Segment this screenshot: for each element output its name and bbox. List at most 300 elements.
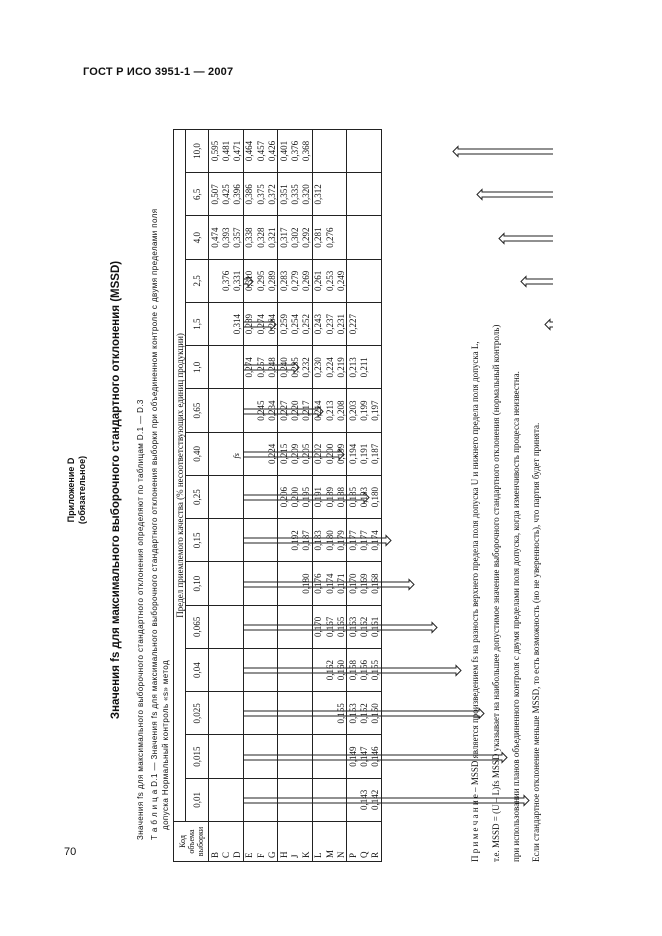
table-cell bbox=[290, 605, 301, 648]
table-cell bbox=[347, 173, 359, 216]
table-cell bbox=[243, 519, 255, 562]
table-cell: 0,183 bbox=[312, 519, 324, 562]
row-code: E bbox=[243, 822, 255, 862]
table-cell bbox=[209, 778, 221, 821]
appendix-status: (обязательное) bbox=[77, 455, 87, 525]
table-cell bbox=[324, 129, 335, 172]
table-cell bbox=[220, 649, 231, 692]
table-cell bbox=[220, 735, 231, 778]
table-cell bbox=[370, 129, 382, 172]
table-cell bbox=[312, 129, 324, 172]
code-header: Код объема выборки bbox=[174, 822, 209, 862]
table-cell: 0,213 bbox=[324, 389, 335, 432]
table-cell bbox=[370, 259, 382, 302]
table-cell: 0,189 bbox=[324, 476, 335, 519]
table-cell: 0,471 bbox=[232, 129, 244, 172]
table-cell: 0,264 bbox=[266, 303, 278, 346]
table-cell: 0,179 bbox=[335, 519, 347, 562]
table-cell: 0,156 bbox=[359, 649, 370, 692]
table-cell bbox=[209, 259, 221, 302]
table-cell bbox=[243, 605, 255, 648]
table-cell bbox=[220, 432, 231, 475]
aql-value-header: 0,40 bbox=[186, 432, 209, 475]
table-cell: 0,211 bbox=[359, 346, 370, 389]
table-cell: 0,321 bbox=[266, 216, 278, 259]
table-cell bbox=[290, 692, 301, 735]
table-cell bbox=[301, 692, 313, 735]
aql-value-header: 2,5 bbox=[186, 259, 209, 302]
table-cell bbox=[324, 692, 335, 735]
table-cell: 0,312 bbox=[312, 173, 324, 216]
aql-value-header: 0,015 bbox=[186, 735, 209, 778]
table-cell bbox=[209, 303, 221, 346]
table-cell: 0,170 bbox=[312, 605, 324, 648]
table-cell bbox=[220, 519, 231, 562]
table-cell: 0,595 bbox=[209, 129, 221, 172]
table-cell: 0,155 bbox=[335, 692, 347, 735]
table-cell: 0,357 bbox=[232, 216, 244, 259]
table-cell: 0,328 bbox=[255, 216, 266, 259]
table-cell: 0,259 bbox=[278, 303, 290, 346]
table-cell bbox=[209, 346, 221, 389]
table-cell bbox=[335, 778, 347, 821]
note-line-3: при использовании планов объединенного контроля с двумя пределами поля допуска, когда изменчивость процесса неизвестна. bbox=[511, 371, 521, 862]
table-cell: 0,147 bbox=[359, 735, 370, 778]
table-cell: 0,257 bbox=[255, 346, 266, 389]
table-cell bbox=[312, 692, 324, 735]
table-cell bbox=[232, 476, 244, 519]
table-cell: 0,143 bbox=[359, 778, 370, 821]
table-cell bbox=[232, 735, 244, 778]
table-cell: 0,283 bbox=[278, 259, 290, 302]
table-cell: 0,335 bbox=[290, 173, 301, 216]
table-cell bbox=[290, 735, 301, 778]
table-row bbox=[301, 129, 313, 861]
aql-value-header: 10,0 bbox=[186, 129, 209, 172]
table-cell: 0,295 bbox=[255, 259, 266, 302]
table-cell bbox=[266, 778, 278, 821]
table-cell: 0,331 bbox=[232, 259, 244, 302]
table-cell bbox=[255, 649, 266, 692]
table-cell bbox=[278, 605, 290, 648]
table-cell: 0,375 bbox=[255, 173, 266, 216]
table-row bbox=[290, 129, 301, 861]
table-cell: 0,199 bbox=[359, 389, 370, 432]
row-code: L bbox=[312, 822, 324, 862]
table-cell: 0,249 bbox=[335, 259, 347, 302]
table-cell: 0,195 bbox=[301, 476, 313, 519]
table-cell: 0,234 bbox=[266, 389, 278, 432]
table-cell bbox=[347, 129, 359, 172]
fs-table bbox=[173, 129, 382, 862]
table-cell: 0,161 bbox=[370, 605, 382, 648]
up-arrow-icon bbox=[499, 234, 553, 244]
table-cell bbox=[359, 216, 370, 259]
table-cell bbox=[335, 735, 347, 778]
table-cell: 0,149 bbox=[347, 735, 359, 778]
table-cell bbox=[220, 389, 231, 432]
note-line-1: П р и м е ч а н и е – MSSD является произведением fs на разность верхнего предела поля допуска U и нижнего предела поля допуска L, bbox=[470, 341, 480, 862]
table-cell bbox=[232, 346, 244, 389]
table-cell bbox=[278, 519, 290, 562]
row-code: N bbox=[335, 822, 347, 862]
table-cell: 0,289 bbox=[243, 303, 255, 346]
table-cell: 0,214 bbox=[312, 389, 324, 432]
table-cell: 0,396 bbox=[232, 173, 244, 216]
page-number: 70 bbox=[64, 846, 77, 858]
aql-value-header: 4,0 bbox=[186, 216, 209, 259]
table-cell bbox=[232, 432, 244, 475]
table-cell: 0,217 bbox=[301, 389, 313, 432]
aql-value-header: 0,04 bbox=[186, 649, 209, 692]
row-code: C bbox=[220, 822, 231, 862]
table-cell: 0,237 bbox=[324, 303, 335, 346]
aql-value-header: 0,10 bbox=[186, 562, 209, 605]
table-cell: 0,177 bbox=[347, 519, 359, 562]
table-cell bbox=[232, 692, 244, 735]
table-cell: 0,165 bbox=[335, 605, 347, 648]
table-cell bbox=[232, 562, 244, 605]
table-cell bbox=[278, 735, 290, 778]
table-row bbox=[324, 129, 335, 861]
table-cell bbox=[255, 778, 266, 821]
table-cell: 0,274 bbox=[243, 346, 255, 389]
table-row bbox=[335, 129, 347, 861]
aql-value-header: 0,065 bbox=[186, 605, 209, 648]
table-cell bbox=[278, 692, 290, 735]
table-cell: 0,276 bbox=[324, 216, 335, 259]
table-cell: 0,253 bbox=[324, 259, 335, 302]
table-cell bbox=[232, 649, 244, 692]
table-cell bbox=[312, 649, 324, 692]
table-cell: 0,227 bbox=[278, 389, 290, 432]
aql-value-header: 0,65 bbox=[186, 389, 209, 432]
table-cell: 0,232 bbox=[301, 346, 313, 389]
table-cell bbox=[359, 259, 370, 302]
table-cell: 0,174 bbox=[370, 519, 382, 562]
table-cell: 0,292 bbox=[301, 216, 313, 259]
up-arrow-icon bbox=[453, 147, 553, 157]
table-cell: 0,185 bbox=[347, 476, 359, 519]
table-cell: 0,192 bbox=[290, 519, 301, 562]
table-cell bbox=[278, 562, 290, 605]
table-cell: 0,227 bbox=[347, 303, 359, 346]
row-code: G bbox=[266, 822, 278, 862]
table-cell bbox=[290, 649, 301, 692]
table-cell: 0,224 bbox=[324, 346, 335, 389]
table-cell bbox=[243, 432, 255, 475]
table-cell: 0,160 bbox=[335, 649, 347, 692]
table-cell: 0,376 bbox=[220, 259, 231, 302]
table-cell: 0,386 bbox=[243, 173, 255, 216]
row-code: B bbox=[209, 822, 221, 862]
table-cell: 0,224 bbox=[266, 432, 278, 475]
section-title: Значения fs для максимального выборочного стандартного отклонения (MSSD) bbox=[110, 260, 122, 720]
table-cell: 0,372 bbox=[266, 173, 278, 216]
table-row bbox=[243, 129, 255, 861]
table-cell: 0,187 bbox=[370, 432, 382, 475]
table-cell bbox=[266, 735, 278, 778]
table-cell: 0,351 bbox=[278, 173, 290, 216]
table-cell: 0,281 bbox=[312, 216, 324, 259]
note-line-2: т.е. MSSD = (U – L)fs MSSD указывает на наибольшее допустимое значение выборочного стандартного отклонения (нормальный контроль) bbox=[491, 324, 501, 862]
note-line-4: Если стандартное отклонение меньше MSSD, то есть возможность (но не уверенность), что партия будет принята. bbox=[531, 422, 541, 862]
table-cell bbox=[209, 735, 221, 778]
table-cell bbox=[255, 692, 266, 735]
table-caption: Т а б л и ц а D.1 — Значения fs для максимального выборочного стандартного отклонения выборки при объединенном контроле с двумя пределами поля bbox=[150, 208, 159, 840]
table-caption-cont: допуска Нормальный контроль «s» метод bbox=[161, 659, 170, 830]
table-cell: 0,274 bbox=[255, 303, 266, 346]
table-cell: 0,153 bbox=[347, 692, 359, 735]
table-cell: 0,146 bbox=[370, 735, 382, 778]
table-cell: 0,191 bbox=[312, 476, 324, 519]
table-cell bbox=[243, 562, 255, 605]
aql-value-header: 0,15 bbox=[186, 519, 209, 562]
table-cell: 0,368 bbox=[301, 129, 313, 172]
table-cell: 0,507 bbox=[209, 173, 221, 216]
table-cell: 0,320 bbox=[301, 173, 313, 216]
table-cell bbox=[370, 216, 382, 259]
table-cell: 0,235 bbox=[290, 346, 301, 389]
table-cell bbox=[324, 735, 335, 778]
table-cell: 0,426 bbox=[266, 129, 278, 172]
row-code: H bbox=[278, 822, 290, 862]
table-cell bbox=[220, 562, 231, 605]
table-cell: 0,209 bbox=[290, 432, 301, 475]
rotated-page-content bbox=[60, 110, 600, 870]
table-cell: 0,176 bbox=[312, 562, 324, 605]
table-cell bbox=[266, 519, 278, 562]
table-cell: 0,202 bbox=[312, 432, 324, 475]
table-cell bbox=[220, 778, 231, 821]
table-cell bbox=[359, 303, 370, 346]
table-cell: 0,155 bbox=[370, 649, 382, 692]
table-cell: 0,162 bbox=[324, 649, 335, 692]
table-cell bbox=[209, 562, 221, 605]
table-cell: 0,200 bbox=[290, 476, 301, 519]
table-cell: 0,230 bbox=[312, 346, 324, 389]
table-row bbox=[347, 129, 359, 861]
table-cell bbox=[255, 519, 266, 562]
table-cell: 0,289 bbox=[266, 259, 278, 302]
table-row bbox=[359, 129, 370, 861]
table-cell: 0,152 bbox=[359, 692, 370, 735]
table-cell bbox=[266, 476, 278, 519]
table-cell: 0,215 bbox=[278, 432, 290, 475]
table-cell bbox=[324, 173, 335, 216]
table-cell: 0,474 bbox=[209, 216, 221, 259]
table-cell: 0,150 bbox=[370, 692, 382, 735]
table-row bbox=[232, 129, 244, 861]
table-cell: 0,205 bbox=[301, 432, 313, 475]
table-cell: 0,180 bbox=[370, 476, 382, 519]
table-cell: 0,142 bbox=[370, 778, 382, 821]
table-cell: 0,170 bbox=[347, 562, 359, 605]
table-cell: 0,200 bbox=[324, 432, 335, 475]
table-cell: 0,338 bbox=[243, 216, 255, 259]
table-cell bbox=[243, 389, 255, 432]
table-cell bbox=[255, 432, 266, 475]
table-cell: 0,314 bbox=[232, 303, 244, 346]
table-cell: 0,245 bbox=[255, 389, 266, 432]
table-cell bbox=[232, 778, 244, 821]
up-arrow-icon bbox=[521, 277, 553, 287]
table-cell: 0,252 bbox=[301, 303, 313, 346]
table-cell bbox=[324, 778, 335, 821]
table-cell bbox=[220, 303, 231, 346]
table-row bbox=[312, 129, 324, 861]
table-cell: 0,183 bbox=[359, 476, 370, 519]
table-cell bbox=[243, 649, 255, 692]
row-code: Q bbox=[359, 822, 370, 862]
table-cell bbox=[220, 605, 231, 648]
table-cell: 0,162 bbox=[359, 605, 370, 648]
table-cell bbox=[209, 519, 221, 562]
table-cell bbox=[370, 173, 382, 216]
table-cell: 0,169 bbox=[359, 562, 370, 605]
table-cell: 0,401 bbox=[278, 129, 290, 172]
table-cell bbox=[232, 519, 244, 562]
table-cell: 0,279 bbox=[290, 259, 301, 302]
aql-value-header: 1,5 bbox=[186, 303, 209, 346]
table-cell: 0,376 bbox=[290, 129, 301, 172]
table-cell bbox=[255, 476, 266, 519]
table-cell bbox=[278, 649, 290, 692]
row-code: F bbox=[255, 822, 266, 862]
table-cell: 0,188 bbox=[335, 476, 347, 519]
table-cell: 0,393 bbox=[220, 216, 231, 259]
table-cell bbox=[243, 735, 255, 778]
table-cell: 0,194 bbox=[347, 432, 359, 475]
table-row bbox=[266, 129, 278, 861]
table-row bbox=[220, 129, 231, 861]
table-cell bbox=[232, 605, 244, 648]
table-cell bbox=[370, 346, 382, 389]
aql-value-header: 0,025 bbox=[186, 692, 209, 735]
table-cell bbox=[209, 605, 221, 648]
table-cell: 0,248 bbox=[266, 346, 278, 389]
table-cell: 0,254 bbox=[290, 303, 301, 346]
table-cell: 0,425 bbox=[220, 173, 231, 216]
table-cell: 0,180 bbox=[301, 562, 313, 605]
table-row bbox=[209, 129, 221, 861]
aql-header: Предел приемлемого качества (% несоответствующих единиц продукции) bbox=[174, 129, 186, 821]
table-cell bbox=[347, 259, 359, 302]
row-code: P bbox=[347, 822, 359, 862]
table-cell bbox=[359, 129, 370, 172]
table-cell: 0,269 bbox=[301, 259, 313, 302]
up-arrow-icon bbox=[545, 320, 553, 330]
table-cell bbox=[301, 778, 313, 821]
table-cell: 0,231 bbox=[335, 303, 347, 346]
table-row bbox=[370, 129, 382, 861]
intro-text: Значения fs для максимального выборочного стандартного отклонения определяют по таблицам D.1 — D.3 bbox=[136, 399, 145, 840]
row-code: J bbox=[290, 822, 301, 862]
table-cell: 0,199 bbox=[335, 432, 347, 475]
table-cell bbox=[255, 605, 266, 648]
appendix-title: Приложение D bbox=[66, 457, 76, 523]
aql-value-header: 6,5 bbox=[186, 173, 209, 216]
table-cell bbox=[243, 692, 255, 735]
table-cell: 0,187 bbox=[301, 519, 313, 562]
table-cell bbox=[243, 476, 255, 519]
table-cell bbox=[243, 778, 255, 821]
table-cell bbox=[301, 735, 313, 778]
table-cell: 0,191 bbox=[359, 432, 370, 475]
table-cell bbox=[370, 303, 382, 346]
table-cell bbox=[209, 432, 221, 475]
table-cell: 0,243 bbox=[312, 303, 324, 346]
table-cell: 0,203 bbox=[347, 389, 359, 432]
up-arrow-icon bbox=[477, 190, 553, 200]
table-cell bbox=[266, 649, 278, 692]
table-cell: 0,317 bbox=[278, 216, 290, 259]
table-row bbox=[255, 129, 266, 861]
table-cell: 0,457 bbox=[255, 129, 266, 172]
table-cell bbox=[209, 692, 221, 735]
aql-value-header: 0,01 bbox=[186, 778, 209, 821]
table-cell: 0,220 bbox=[290, 389, 301, 432]
table-cell bbox=[335, 173, 347, 216]
row-code: R bbox=[370, 822, 382, 862]
table-cell bbox=[335, 129, 347, 172]
table-cell: 0,180 bbox=[324, 519, 335, 562]
table-cell bbox=[359, 173, 370, 216]
table-cell: 0,177 bbox=[359, 519, 370, 562]
table-cell bbox=[209, 389, 221, 432]
table-cell bbox=[290, 778, 301, 821]
table-cell bbox=[347, 778, 359, 821]
table-cell bbox=[220, 346, 231, 389]
table-cell bbox=[266, 562, 278, 605]
table-cell bbox=[220, 692, 231, 735]
aql-value-header: 0,25 bbox=[186, 476, 209, 519]
table-cell bbox=[312, 735, 324, 778]
table-cell: 0,206 bbox=[278, 476, 290, 519]
running-header: ГОСТ Р ИСО 3951-1 — 2007 bbox=[83, 66, 234, 78]
table-cell: 0,168 bbox=[370, 562, 382, 605]
table-cell bbox=[278, 778, 290, 821]
table-cell bbox=[232, 389, 244, 432]
table-cell bbox=[290, 562, 301, 605]
table-cell: 0,219 bbox=[335, 346, 347, 389]
row-code: K bbox=[301, 822, 313, 862]
table-cell bbox=[255, 562, 266, 605]
table-cell bbox=[209, 649, 221, 692]
table-cell bbox=[312, 778, 324, 821]
table-cell bbox=[209, 476, 221, 519]
table-cell: 0,171 bbox=[335, 562, 347, 605]
table-cell: 0,208 bbox=[335, 389, 347, 432]
table-cell: 0,464 bbox=[243, 129, 255, 172]
table-cell bbox=[266, 605, 278, 648]
table-cell bbox=[347, 216, 359, 259]
table-cell bbox=[255, 735, 266, 778]
table-cell: 0,158 bbox=[347, 649, 359, 692]
aql-value-header: 1,0 bbox=[186, 346, 209, 389]
table-cell bbox=[335, 216, 347, 259]
row-code: D bbox=[232, 822, 244, 862]
table-cell bbox=[301, 605, 313, 648]
table-cell: 0,481 bbox=[220, 129, 231, 172]
table-row bbox=[278, 129, 290, 861]
fs-label: fs bbox=[232, 453, 241, 459]
table-cell: 0,167 bbox=[324, 605, 335, 648]
table-cell: 0,302 bbox=[290, 216, 301, 259]
table-cell: 0,174 bbox=[324, 562, 335, 605]
row-code: M bbox=[324, 822, 335, 862]
table-cell: 0,213 bbox=[347, 346, 359, 389]
